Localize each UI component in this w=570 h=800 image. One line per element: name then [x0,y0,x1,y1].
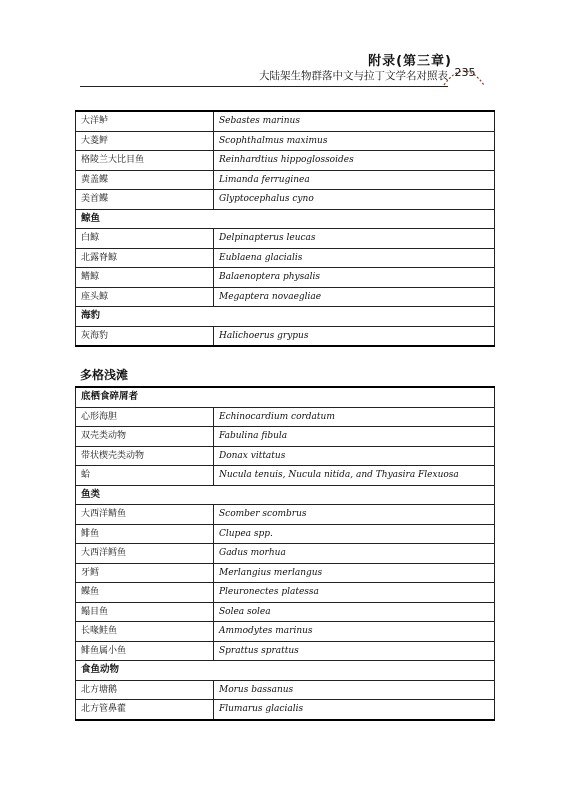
chinese-name-cell: 北露脊鲸 [76,248,214,268]
chinese-name-cell: 大西洋鳕鱼 [76,544,214,564]
table-row [76,680,495,700]
latin-name-cell: Halichoerus grypus [214,326,495,346]
table-section-row [76,661,495,681]
chinese-name-cell: 长喙鲑鱼 [76,622,214,642]
chinese-name-cell: 鲱鱼 [76,524,214,544]
latin-name-cell: Donax vittatus [214,446,495,466]
latin-name-cell: Ammodytes marinus [214,622,495,642]
chinese-name-cell: 牙鳕 [76,563,214,583]
latin-name-cell: Echinocardium cordatum [214,407,495,427]
table-row [76,268,495,288]
table-row [76,544,495,564]
table-row [76,602,495,622]
table-row [76,622,495,642]
chinese-name-cell: 格陵兰大比目鱼 [76,151,214,171]
chinese-name-cell: 大洋鲈 [76,111,214,131]
section-label: 底栖食碎屑者 [76,387,495,407]
latin-name-cell: Clupea spp. [214,524,495,544]
latin-name-cell: Sebastes marinus [214,111,495,131]
latin-name-cell: Glyptocephalus cyno [214,190,495,210]
latin-name-cell: Pleuronectes platessa [214,583,495,603]
table-row [76,407,495,427]
table-section-row [76,485,495,505]
section-label: 海豹 [76,307,495,327]
latin-name-cell: Scophthalmus maximus [214,131,495,151]
latin-name-cell: Merlangius merlangus [214,563,495,583]
latin-name-cell: Sprattus sprattus [214,641,495,661]
table-row [76,248,495,268]
header-rule [80,86,448,87]
chinese-name-cell: 北方塘鹅 [76,680,214,700]
table-row [76,563,495,583]
chinese-name-cell: 双壳类动物 [76,427,214,447]
latin-name-cell: Morus bassanus [214,680,495,700]
latin-name-cell: Reinhardtius hippoglossoides [214,151,495,171]
table-row [76,229,495,249]
section-label: 鱼类 [76,485,495,505]
chinese-name-cell: 灰海豹 [76,326,214,346]
table-row [76,641,495,661]
table-row [76,700,495,720]
chinese-name-cell: 大西洋鲭鱼 [76,505,214,525]
chinese-name-cell: 心形海胆 [76,407,214,427]
chinese-name-cell: 北方管鼻藿 [76,700,214,720]
chinese-name-cell: 鳍鲸 [76,268,214,288]
table-section-row [76,307,495,327]
latin-name-cell: Solea solea [214,602,495,622]
table-row [76,524,495,544]
table-row [76,190,495,210]
species-table-1 [75,110,495,347]
chinese-name-cell: 大菱鲆 [76,131,214,151]
latin-name-cell: Fabulina fibula [214,427,495,447]
chinese-name-cell: 带状楔壳类动物 [76,446,214,466]
latin-name-cell: Nucula tenuis, Nucula nitida, and Thyasira Flexuosa [214,466,495,486]
latin-name-cell: Scomber scombrus [214,505,495,525]
species-table-2 [75,386,495,721]
chinese-name-cell: 白鲸 [76,229,214,249]
chinese-name-cell: 座头鲸 [76,287,214,307]
table-section-row [76,209,495,229]
appendix-subtitle: 大陆架生物群落中文与拉丁文学名对照表 [259,70,448,82]
table-row [76,505,495,525]
latin-name-cell: Delpinapterus leucas [214,229,495,249]
table-row [76,446,495,466]
chinese-name-cell: 鲽鱼 [76,583,214,603]
latin-name-cell: Gadus morhua [214,544,495,564]
chinese-name-cell: 黄盖鲽 [76,170,214,190]
table-row [76,326,495,346]
latin-name-cell: Balaenoptera physalis [214,268,495,288]
table-row [76,466,495,486]
table-row [76,287,495,307]
latin-name-cell: Flumarus glacialis [214,700,495,720]
page-number: 235 [454,66,476,79]
table-row [76,131,495,151]
section-label: 鲸鱼 [76,209,495,229]
table-row [76,427,495,447]
latin-name-cell: Megaptera novaegliae [214,287,495,307]
latin-name-cell: Limanda ferruginea [214,170,495,190]
table-row [76,583,495,603]
chinese-name-cell: 鲱鱼属小鱼 [76,641,214,661]
table-row [76,111,495,131]
chinese-name-cell: 蛤 [76,466,214,486]
table-row [76,170,495,190]
appendix-title: 附录(第三章) [368,54,452,69]
chinese-name-cell: 美首鲽 [76,190,214,210]
table-section-row [76,387,495,407]
section-label: 食鱼动物 [76,661,495,681]
chinese-name-cell: 鳎目鱼 [76,602,214,622]
section-title: 多格浅滩 [80,368,129,382]
table-row [76,151,495,171]
latin-name-cell: Eublaena glacialis [214,248,495,268]
